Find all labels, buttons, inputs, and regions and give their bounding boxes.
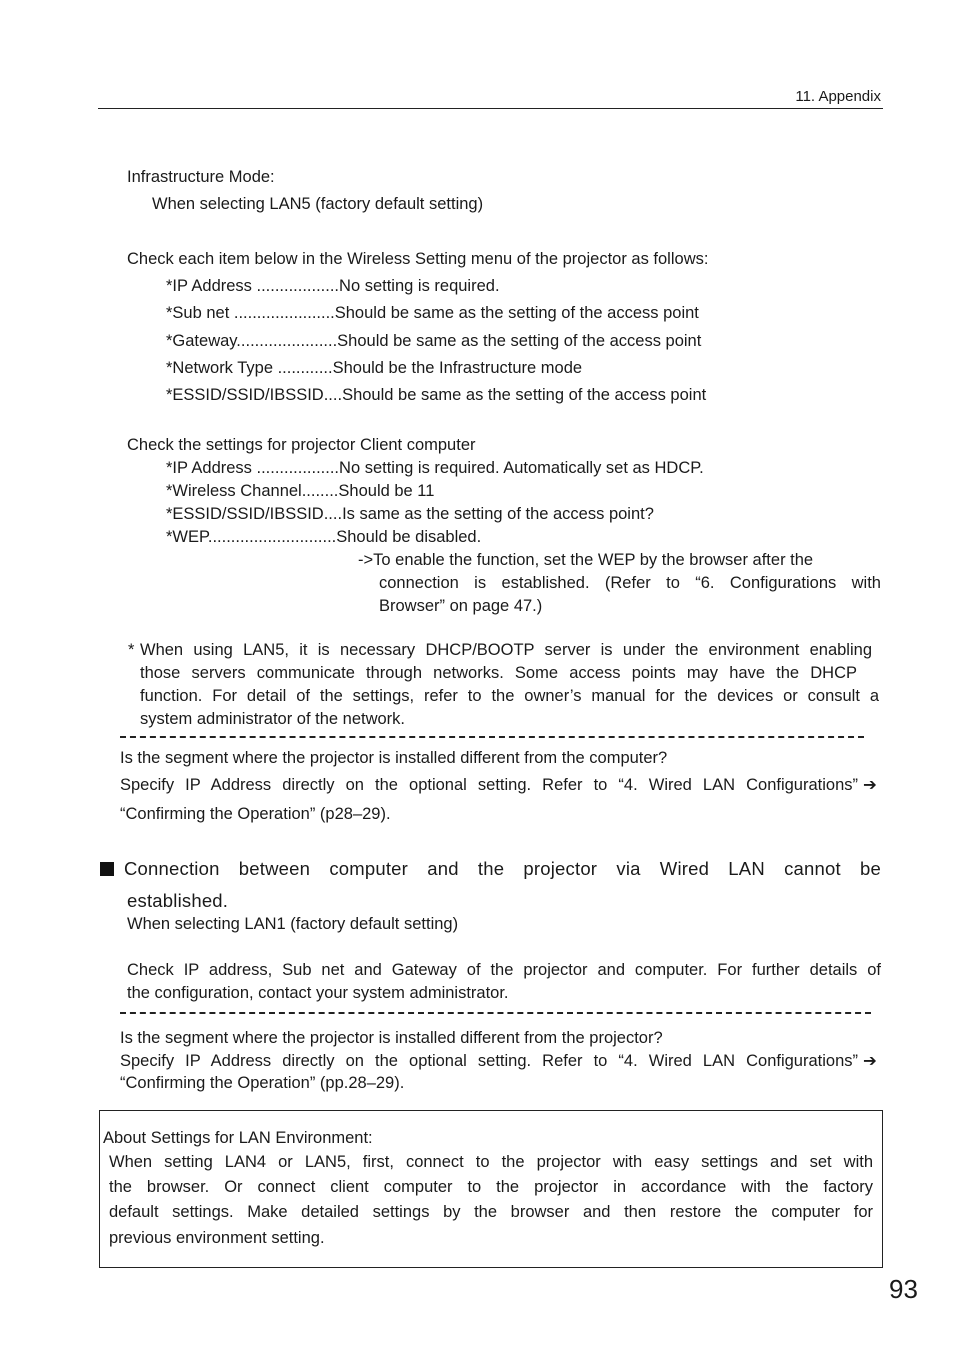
wireless-item (166, 330, 701, 353)
wired-subtitle: When selecting LAN1 (factory default setting) (127, 915, 459, 933)
about-line: the browser. Or connect client computer to the projector in accordance with the factory (109, 1178, 873, 1196)
arrow-icon: ➔ (863, 776, 877, 794)
client-check-intro: Check the settings for projector Client computer (127, 436, 476, 454)
section-title (100, 857, 881, 880)
client-item-value: No setting is required. Automatically set as HDCP. (339, 459, 704, 477)
header-rule (98, 108, 883, 109)
wired-check-line: the configuration, contact your system administrator. (127, 984, 509, 1002)
client-item-key: *Wireless Channel........ (166, 482, 339, 500)
wireless-item-value: Should be the Infrastructure mode (332, 359, 583, 377)
note-asterisk: * (128, 641, 135, 659)
square-bullet-icon (100, 862, 114, 876)
faq-answer-line: Specify IP Address directly on the optional setting. Refer to “4. Wired LAN Configurations” (120, 1052, 858, 1070)
client-item (166, 503, 654, 526)
note-line: function. For detail of the settings, refer to the owner’s manual for the devices or consult a (140, 687, 879, 705)
dashed-divider (120, 1012, 871, 1014)
section-title-line: established. (127, 890, 229, 911)
faq-answer-line: Specify IP Address directly on the optional setting. Refer to “4. Wired LAN Configurations” (120, 776, 858, 794)
about-line: default settings. Make detailed settings by the browser and then restore the computer for (109, 1203, 873, 1221)
infrastructure-subtitle: When selecting LAN5 (factory default setting) (152, 195, 484, 213)
client-item-value: Should be disabled. (336, 528, 482, 546)
wireless-item-key: *Sub net ...................... (166, 304, 335, 322)
client-item (166, 480, 434, 503)
page-number: 93 (889, 1274, 918, 1304)
client-item (166, 526, 481, 549)
client-item-key: *IP Address .................. (166, 459, 340, 477)
faq-answer-line: “Confirming the Operation” (p28–29). (120, 805, 391, 823)
wep-note-line: connection is established. (Refer to “6. Configurations with (379, 574, 881, 592)
wireless-item-key: *Network Type ............ (166, 359, 333, 377)
wireless-item-key: *Gateway...................... (166, 332, 338, 350)
wireless-item (166, 384, 706, 407)
section-title-text: Connection between computer and the projector via Wired LAN cannot be (124, 858, 881, 879)
note-line: When using LAN5, it is necessary DHCP/BOOTP server is under the environment enabling (140, 641, 872, 659)
faq-answer-line: “Confirming the Operation” (pp.28–29). (120, 1074, 405, 1092)
client-item-value: Is same as the setting of the access point? (342, 505, 654, 523)
section-header: 11. Appendix (795, 88, 881, 105)
arrow-icon: ➔ (863, 1052, 877, 1070)
wireless-item (166, 357, 582, 380)
wireless-check-intro: Check each item below in the Wireless Setting menu of the projector as follows: (127, 250, 709, 268)
about-title: About Settings for LAN Environment: (103, 1129, 373, 1147)
client-item-key: *ESSID/SSID/IBSSID.... (166, 505, 343, 523)
about-line: When setting LAN4 or LAN5, first, connect to the projector with easy settings and set with (109, 1153, 873, 1171)
wireless-item (166, 302, 699, 325)
wired-check-line: Check IP address, Sub net and Gateway of the projector and computer. For further details of (127, 961, 881, 979)
wireless-item (166, 275, 500, 298)
note-line: system administrator of the network. (140, 710, 406, 728)
infrastructure-title: Infrastructure Mode: (127, 168, 275, 186)
note-line: those servers communicate through networks. Some access points may have the DHCP (140, 664, 857, 682)
wireless-item-key: *IP Address .................. (166, 277, 340, 295)
wireless-item-value: Should be same as the setting of the access point (337, 332, 702, 350)
wireless-item-value: Should be same as the setting of the access point (342, 386, 707, 404)
wep-note-line: Browser” on page 47.) (379, 597, 543, 615)
faq-question: Is the segment where the projector is installed different from the computer? (120, 749, 668, 767)
wireless-item-key: *ESSID/SSID/IBSSID.... (166, 386, 343, 404)
dashed-divider (120, 736, 864, 738)
wireless-item-value: Should be same as the setting of the access point (334, 304, 699, 322)
client-item-key: *WEP............................ (166, 528, 337, 546)
faq-question: Is the segment where the projector is installed different from the projector? (120, 1029, 663, 1047)
client-item-value: Should be 11 (338, 482, 435, 500)
wireless-item-value: No setting is required. (339, 277, 500, 295)
client-item (166, 457, 704, 480)
wep-note-line: ->To enable the function, set the WEP by the browser after the (358, 551, 814, 569)
about-line: previous environment setting. (109, 1229, 325, 1247)
